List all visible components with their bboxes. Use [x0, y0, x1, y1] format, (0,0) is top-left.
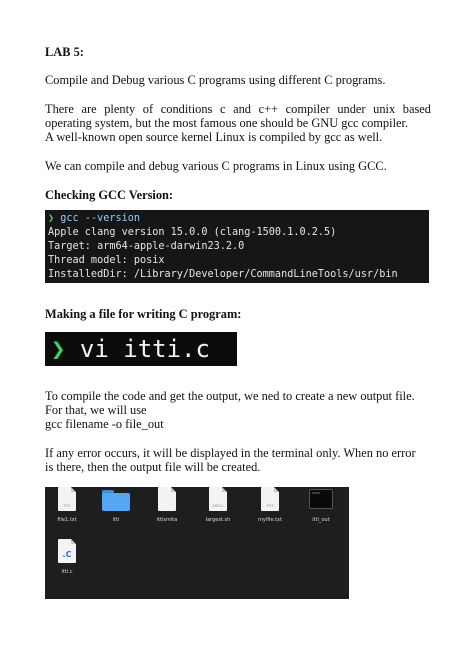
finder-file-myfile-txt	[250, 487, 290, 523]
finder-file-ittismita	[147, 487, 187, 523]
file-name: ittismita	[156, 517, 178, 523]
terminal-output-line: Apple clang version 15.0.0 (clang-1500.1.0.2.5)	[48, 227, 337, 238]
file-name: largest.sh	[205, 517, 231, 523]
file-name: myfile.txt	[258, 517, 282, 523]
para3-line2: For that, we will use	[45, 403, 147, 417]
terminal-prompt: ❯	[48, 213, 55, 224]
terminal-command-line	[48, 212, 429, 226]
finder-window-screenshot	[45, 487, 349, 599]
c-source-file-icon: .C	[58, 539, 76, 563]
vi-command-screenshot	[45, 332, 237, 366]
heading-checking-gcc: Checking GCC Version:	[45, 188, 174, 202]
finder-file-itti-c	[47, 539, 87, 575]
shell-script-icon: SHELL	[209, 487, 227, 511]
para1-line3: A well-known open source kernel Linux is compiled by gcc as well.	[45, 130, 383, 144]
folder-icon	[102, 490, 130, 511]
lab-title: LAB 5:	[45, 45, 84, 59]
para1-line2: operating system, but the most famous one should be GNU gcc compiler.	[45, 116, 409, 130]
terminal-command: gcc --version	[60, 213, 141, 224]
file-name: itti.c	[61, 569, 73, 575]
document-icon	[158, 487, 176, 511]
terminal-output-line: Target: arm64-apple-darwin23.2.0	[48, 241, 245, 252]
para3-line1: To compile the code and get the output, we ned to create a new output file.	[45, 389, 415, 403]
file-name: itti	[112, 517, 120, 523]
para3-line3: gcc filename -o file_out	[45, 417, 164, 431]
vi-command-text: vi itti.c	[79, 335, 210, 363]
para1-line1: There are plenty of conditions c and c++ compiler under unix based	[45, 102, 431, 116]
executable-icon: exec	[309, 489, 333, 509]
terminal-output-line: Thread model: posix	[48, 255, 165, 266]
terminal-output-line: InstalledDir: /Library/Developer/CommandLineTools/usr/bin	[48, 269, 398, 280]
para4-line2: is there, then the output file will be created.	[45, 460, 261, 474]
para2-text: We can compile and debug various C programs in Linux using GCC.	[45, 159, 387, 173]
intro-text: Compile and Debug various C programs using different C programs.	[45, 73, 386, 87]
file-name: itti_out	[312, 517, 330, 523]
text-file-icon: TXT	[58, 487, 76, 511]
finder-file-largest-sh	[198, 487, 238, 523]
heading-making-file: Making a file for writing C program:	[45, 307, 242, 321]
terminal-screenshot	[45, 210, 429, 283]
para4-line1: If any error occurs, it will be displayed in the terminal only. When no error	[45, 446, 416, 460]
finder-file-itti-out	[301, 487, 341, 523]
finder-folder-itti	[96, 487, 136, 523]
file-name: file1.txt	[57, 517, 77, 523]
text-file-icon: TXT	[261, 487, 279, 511]
finder-file-file1-txt	[47, 487, 87, 523]
vi-prompt: ❯	[51, 335, 66, 363]
